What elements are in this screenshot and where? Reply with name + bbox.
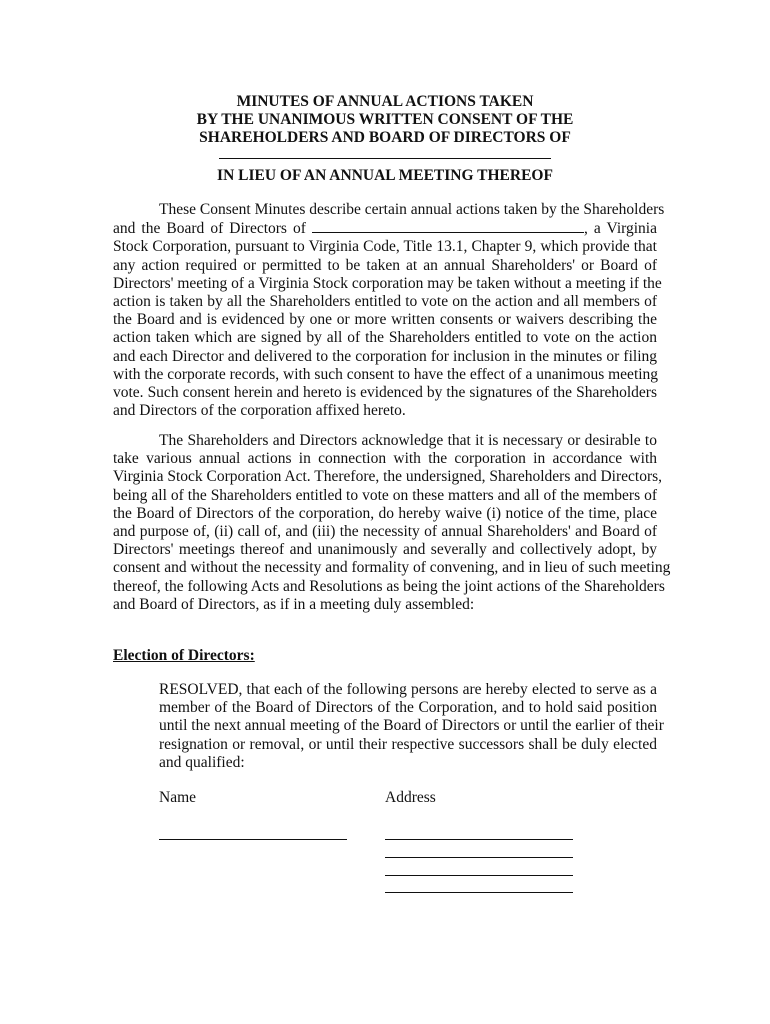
text-line: being all of the Shareholders entitled to vote on these matters and all of the members of: [113, 486, 657, 504]
text-line: action taken which are signed by all of the Shareholders entitled to vote on the action: [113, 329, 657, 347]
section-heading: Election of Directors:: [113, 647, 255, 664]
title-line: SHAREHOLDERS AND BOARD OF DIRECTORS OF: [199, 129, 571, 147]
text-line: member of the Board of Directors of the Corporation, and to hold said position: [159, 699, 657, 717]
text-line: vote. Such consent herein and hereto is evidenced by the signatures of the Shareholders: [113, 384, 657, 402]
corporation-name-blank[interactable]: [219, 158, 551, 159]
document-subtitle: IN LIEU OF AN ANNUAL MEETING THEREOF: [217, 166, 553, 184]
text-line: resignation or removal, or until their respective successors shall be duly elected: [159, 735, 657, 753]
document-title: [113, 93, 657, 185]
text-line: the Board of Directors of the corporation, do hereby waive (i) notice of the time, place: [113, 504, 657, 522]
address-blank-line[interactable]: [385, 892, 573, 893]
address-blank-line[interactable]: [385, 839, 573, 840]
text-line: and qualified:: [159, 753, 245, 771]
text-line: with the corporate records, with such consent to have the effect of a unanimous meeting: [113, 365, 659, 383]
text-line: Stock Corporation, pursuant to Virginia Code, Title 13.1, Chapter 9, which provide that: [113, 238, 657, 256]
paragraph-acknowledgement: [113, 432, 671, 614]
text-line: Virginia Stock Corporation Act. Therefore, the undersigned, Shareholders and Directors,: [113, 468, 663, 486]
text-line: Directors' meetings thereof and unanimously and severally and collectively adopt, by: [113, 541, 657, 559]
text-line: thereof, the following Acts and Resolutions as being the joint actions of the Shareholders: [113, 577, 665, 595]
text-line: action is taken by all the Shareholders entitled to vote on the action and all members of: [113, 293, 657, 311]
text-line: Directors' meeting of a Virginia Stock corporation may be taken without a meeting if the: [113, 274, 662, 292]
text-line: and each Director and delivered to the corporation for inclusion in the minutes or filing: [113, 347, 657, 365]
text-line: RESOLVED, that each of the following persons are hereby elected to serve as a: [159, 681, 657, 698]
text-line: [113, 219, 657, 238]
text-line: and Directors of the corporation affixed hereto.: [113, 402, 406, 420]
address-blank-line[interactable]: [385, 857, 573, 858]
text-segment: , a Virginia: [583, 220, 657, 238]
address-blank-line[interactable]: [385, 875, 573, 876]
name-blank-line[interactable]: [159, 839, 347, 840]
text-segment: and the Board of Directors of: [113, 220, 306, 238]
paragraph-consent-minutes: [113, 201, 665, 420]
text-line: These Consent Minutes describe certain annual actions taken by the Shareholders: [159, 201, 665, 218]
text-line: and Board of Directors, as if in a meeting duly assembled:: [113, 595, 475, 613]
text-line: the Board and is evidenced by one or more written consents or waivers describing the: [113, 311, 657, 329]
title-line: MINUTES OF ANNUAL ACTIONS TAKEN: [236, 93, 534, 110]
name-column-label: Name: [159, 789, 197, 806]
address-column-label: Address: [385, 789, 436, 806]
text-line: until the next annual meeting of the Board of Directors or until the earlier of their: [159, 717, 664, 735]
text-line: take various annual actions in connection with the corporation in accordance with: [113, 450, 657, 468]
text-line: and purpose of, (ii) call of, and (iii) the necessity of annual Shareholders' and Board of: [113, 523, 657, 541]
title-line: BY THE UNANIMOUS WRITTEN CONSENT OF THE: [196, 111, 574, 129]
resolution-paragraph: [159, 681, 664, 772]
text-line: The Shareholders and Directors acknowledge that it is necessary or desirable to: [159, 432, 657, 449]
text-line: consent and without the necessity and formality of convening, and in lieu of such meeting: [113, 559, 671, 577]
text-line: any action required or permitted to be taken at an annual Shareholders' or Board of: [113, 256, 657, 274]
corporation-name-blank[interactable]: [312, 219, 584, 233]
